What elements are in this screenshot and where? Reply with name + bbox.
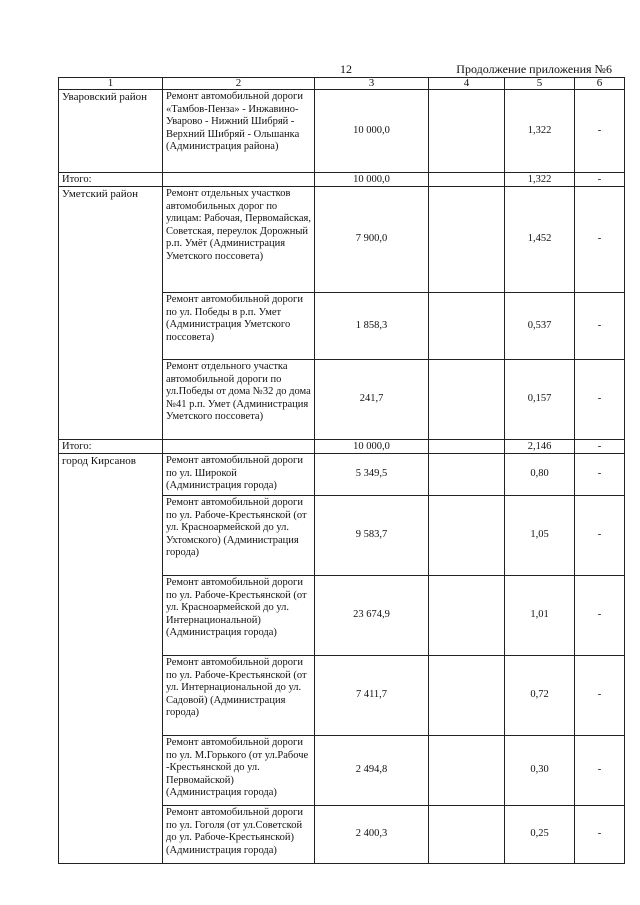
amount-cell: 7 900,0 — [315, 187, 429, 293]
column-header: 5 — [505, 78, 575, 90]
work-description: Ремонт автомобильной дороги по ул. Рабоче-Крестьянской (от ул. Красноармейской до ул. Интернациональной) (Администрация города) — [163, 576, 315, 656]
col4-cell — [429, 806, 505, 864]
length-cell: 0,25 — [505, 806, 575, 864]
total-row — [59, 173, 625, 187]
district-name: Уметский район — [59, 187, 163, 440]
column-header: 4 — [429, 78, 505, 90]
length-cell: 0,72 — [505, 656, 575, 736]
col6-cell: - — [575, 360, 625, 440]
amount-cell: 10 000,0 — [315, 90, 429, 173]
col6-cell: - — [575, 454, 625, 496]
work-description: Ремонт автомобильной дороги по ул. Рабоче-Крестьянской (от ул. Красноармейской до ул. Ухтомского) (Администрация города) — [163, 496, 315, 576]
total-amount: 10 000,0 — [315, 440, 429, 454]
col6-cell: - — [575, 656, 625, 736]
col4-cell — [429, 576, 505, 656]
amount-cell: 23 674,9 — [315, 576, 429, 656]
col6-cell: - — [575, 293, 625, 360]
column-header-row — [59, 78, 625, 90]
col4-cell — [429, 496, 505, 576]
length-cell: 1,05 — [505, 496, 575, 576]
amount-cell: 2 494,8 — [315, 736, 429, 806]
col6-cell: - — [575, 187, 625, 293]
work-description: Ремонт автомобильной дороги «Тамбов-Пенза» - Инжавино-Уварово - Нижний Шибряй - Верхний Шибряй - Ольшанка (Администрация района) — [163, 90, 315, 173]
col6-cell: - — [575, 90, 625, 173]
col4-cell — [429, 360, 505, 440]
district-name: Уваровский район — [59, 90, 163, 173]
work-description: Ремонт отдельного участка автомобильной дороги по ул.Победы от дома №32 до дома №41 р.п. Умет (Администрация Уметского поссовета) — [163, 360, 315, 440]
total-label: Итого: — [59, 173, 163, 187]
total-length: 2,146 — [505, 440, 575, 454]
total-col6: - — [575, 173, 625, 187]
work-description: Ремонт автомобильной дороги по ул. Гоголя (от ул.Советской до ул. Рабоче-Крестьянской) (Администрация города) — [163, 806, 315, 864]
work-description: Ремонт автомобильной дороги по ул. Победы в р.п. Умет (Администрация Уметского поссовета) — [163, 293, 315, 360]
length-cell: 0,537 — [505, 293, 575, 360]
work-description: Ремонт отдельных участков автомобильных дорог по улицам: Рабочая, Первомайская, Советская, переулок Дорожный р.п. Умёт (Администрация Уметского поссовета) — [163, 187, 315, 293]
length-cell: 0,157 — [505, 360, 575, 440]
col6-cell: - — [575, 576, 625, 656]
appendix-table — [58, 77, 625, 864]
total-empty — [163, 440, 315, 454]
column-header: 2 — [163, 78, 315, 90]
work-description: Ремонт автомобильной дороги по ул. Широкой (Администрация города) — [163, 454, 315, 496]
length-cell: 0,30 — [505, 736, 575, 806]
col4-cell — [429, 454, 505, 496]
amount-cell: 241,7 — [315, 360, 429, 440]
table-row — [59, 454, 625, 496]
total-label: Итого: — [59, 440, 163, 454]
col4-cell — [429, 656, 505, 736]
length-cell: 1,452 — [505, 187, 575, 293]
total-length: 1,322 — [505, 173, 575, 187]
amount-cell: 7 411,7 — [315, 656, 429, 736]
column-header: 3 — [315, 78, 429, 90]
amount-cell: 5 349,5 — [315, 454, 429, 496]
amount-cell: 1 858,3 — [315, 293, 429, 360]
col6-cell: - — [575, 806, 625, 864]
district-name: город Кирсанов — [59, 454, 163, 864]
length-cell: 0,80 — [505, 454, 575, 496]
column-header: 6 — [575, 78, 625, 90]
amount-cell: 9 583,7 — [315, 496, 429, 576]
page-number: 12 — [340, 62, 352, 76]
amount-cell: 2 400,3 — [315, 806, 429, 864]
col4-cell — [429, 90, 505, 173]
total-row — [59, 440, 625, 454]
total-col6: - — [575, 440, 625, 454]
total-amount: 10 000,0 — [315, 173, 429, 187]
table-row — [59, 187, 625, 293]
work-description: Ремонт автомобильной дороги по ул. М.Горького (от ул.Рабоче -Крестьянской до ул. Первомайской) (Администрация города) — [163, 736, 315, 806]
col4-cell — [429, 736, 505, 806]
col4-cell — [429, 187, 505, 293]
total-empty — [163, 173, 315, 187]
length-cell: 1,322 — [505, 90, 575, 173]
total-empty — [429, 173, 505, 187]
total-empty — [429, 440, 505, 454]
table-row — [59, 90, 625, 173]
column-header: 1 — [59, 78, 163, 90]
col6-cell: - — [575, 496, 625, 576]
length-cell: 1,01 — [505, 576, 575, 656]
col6-cell: - — [575, 736, 625, 806]
col4-cell — [429, 293, 505, 360]
continuation-note: Продолжение приложения №6 — [456, 62, 612, 76]
work-description: Ремонт автомобильной дороги по ул. Рабоче-Крестьянской (от ул. Интернациональной до ул. Садовой) (Администрация города) — [163, 656, 315, 736]
